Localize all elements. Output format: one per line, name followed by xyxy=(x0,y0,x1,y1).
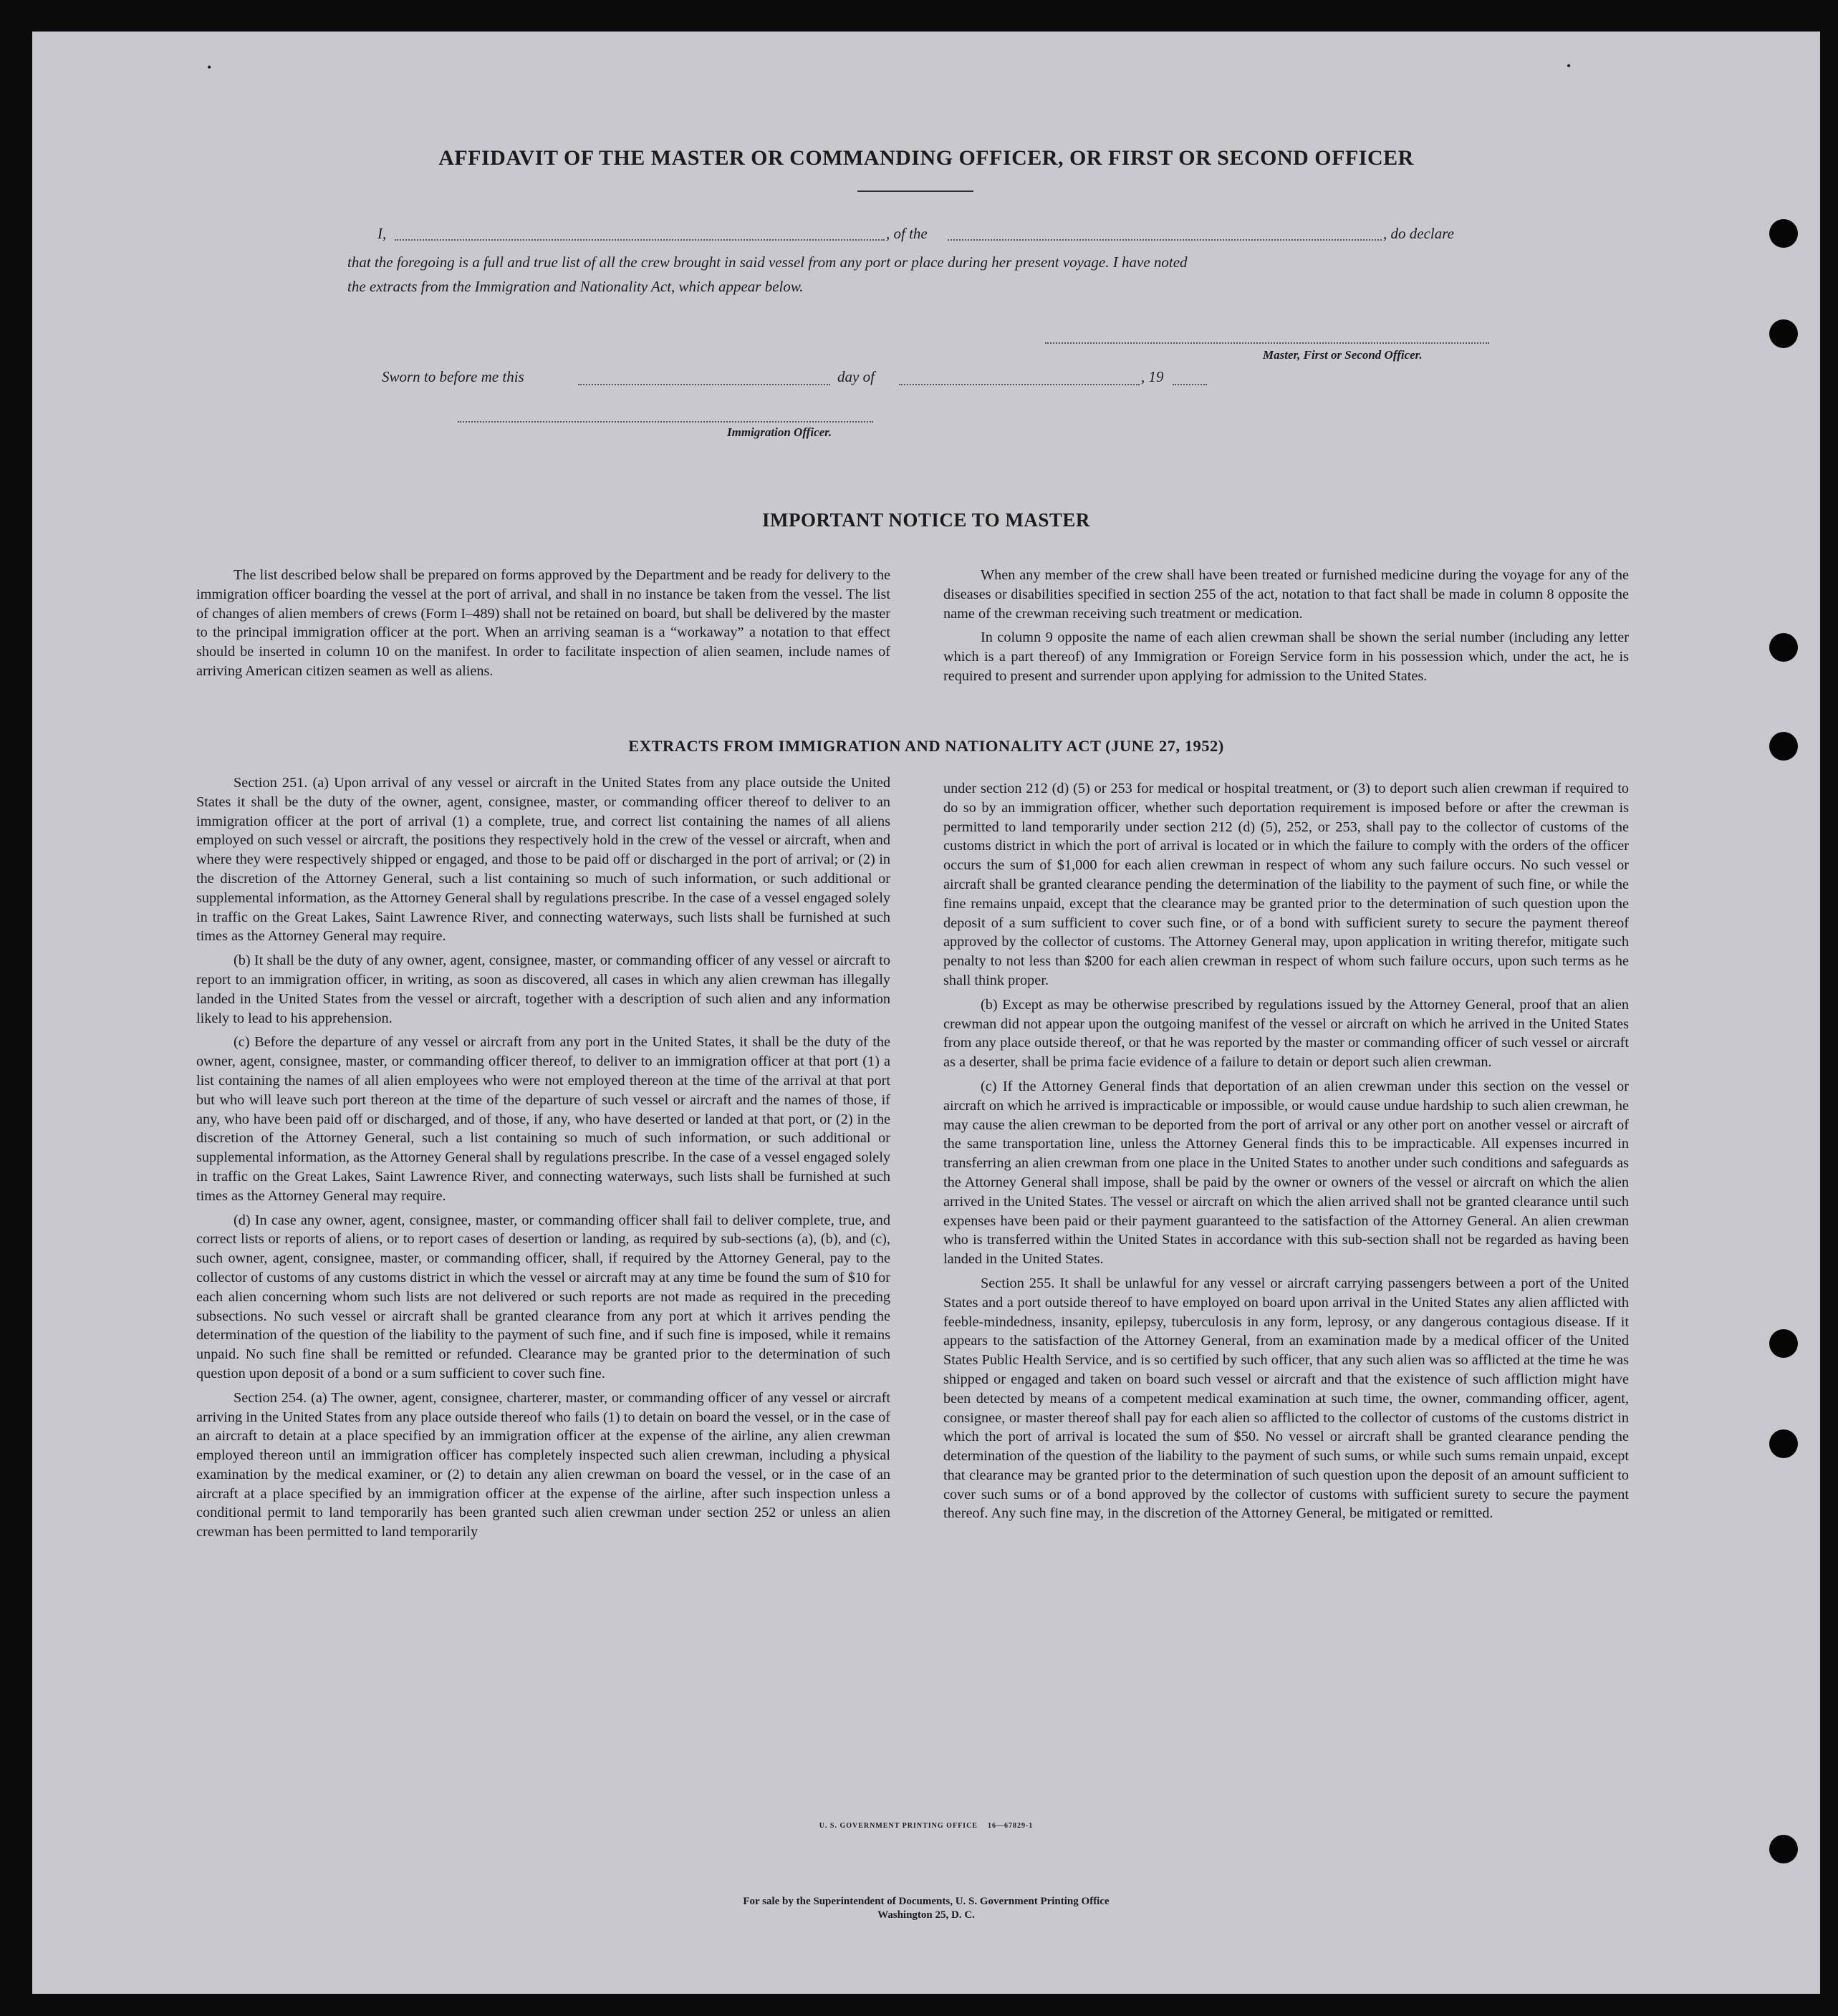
printing-office-line: U. S. GOVERNMENT PRINTING OFFICE 16—67829-1 xyxy=(819,1822,1034,1830)
notice-right-paragraph-2: In column 9 opposite the name of each alien crewman shall be shown the serial number (including any letter which is a part thereof) of any Immigration or Foreign Service form in his possession which, under the act, he is required to present and surrender upon applying for admission to the United States. xyxy=(943,630,1629,684)
affidavit-line2: that the foregoing is a full and true list of all the crew brought in said vessel from any port or place during her present voyage. I have noted xyxy=(347,254,1188,271)
day-of-label: day of xyxy=(837,368,875,385)
affidavit-line3: the extracts from the Immigration and Nationality Act, which appear below. xyxy=(347,278,804,295)
affidavit-declare-label: , do declare xyxy=(1383,225,1454,242)
affidavit-of-the-label: , of the xyxy=(886,225,928,242)
immigration-officer-blank xyxy=(458,421,873,423)
notice-right-column xyxy=(943,566,1629,691)
affidavit-title: AFFIDAVIT OF THE MASTER OR COMMANDING OFFICER, OR FIRST OR SECOND OFFICER xyxy=(438,146,1414,170)
title-rule xyxy=(857,190,973,192)
affidavit-i-label: I, xyxy=(377,225,387,242)
sale-notice-line-1: For sale by the Superintendent of Documents, U. S. Government Printing Office xyxy=(743,1896,1110,1907)
name-blank xyxy=(395,239,885,241)
extract-section-251b: (b) It shall be the duty of any owner, agent, consignee, master, or commanding officer of any vessel or aircraft to report to an immigration officer, in writing, as soon as discovered, all cases in which any alien crewman has illegally landed in the United States from the vessel or aircraft, together with a description of such alien and any information likely to lead to his apprehension. xyxy=(196,952,890,1026)
extract-section-254a-continued: under section 212 (d) (5) or 253 for medical or hospital treatment, or (3) to deport such alien crewman if required to do so by an immigration officer, whether such deportation requirement is imposed before or after the crewman is permitted to land temporarily under section 212 (d) (5), 252, or 253, shall pay to the collector of customs of the customs district in which the port of arrival is located or in which the failure to comply with the orders of the officer occurs the sum of $1,000 for each alien crewman in respect of whom any such failure occurs. No such vessel or aircraft shall be granted clearance pending the determination of the liability to the payment of such fine, or while the fine remains unpaid, except that the clearance may be granted prior to the determination of such question upon the deposit of a sum sufficient to cover such fine, or of a bond with sufficient surety to secure the payment thereof approved by the collector of customs. The Attorney General may, upon application in writing therefor, mitigate such penalty to not less than $200 for each alien crewman in respect of whom such failure occurs, upon such terms as he shall think proper. xyxy=(943,781,1629,988)
scan-speck: • xyxy=(1567,59,1572,73)
binder-hole xyxy=(1769,633,1798,662)
year-blank xyxy=(1173,384,1207,385)
notice-title: IMPORTANT NOTICE TO MASTER xyxy=(762,509,1090,531)
scan-speck: • xyxy=(207,60,212,74)
sworn-month-blank xyxy=(899,384,1140,385)
sale-notice-line-2: Washington 25, D. C. xyxy=(877,1909,975,1921)
extracts-left-column xyxy=(196,773,890,1547)
year-label: , 19 xyxy=(1141,368,1164,385)
extract-section-251a: Section 251. (a) Upon arrival of any vessel or aircraft in the United States from any place outside the United States it shall be the duty of the owner, agent, consignee, master, or commanding officer thereof to deliver to an immigration officer at the port of arrival (1) a complete, true, and correct list containing the names of all aliens employed on such vessel or aircraft, the positions they respectively hold in the crew of the vessel or aircraft, when and where they were respectively shipped or engaged, and those to be paid off or discharged in the port of arrival; or (2) in the discretion of the Attorney General, such a list containing so much of such information, or such additional or supplemental information, as the Attorney General shall by regulations prescribe. In the case of a vessel engaged solely in traffic on the Great Lakes, Saint Lawrence River, and connecting waterways, such lists shall be furnished at such times as the Attorney General may require. xyxy=(196,775,890,945)
extract-section-254a: Section 254. (a) The owner, agent, consignee, charterer, master, or commanding officer of any vessel or aircraft arriving in the United States from any place outside thereof who fails (1) to detain on board the vessel, or in the case of an aircraft to detain at a place specified by an immigration officer at the expense of the airline, any alien crewman employed thereon until an immigration officer has completely inspected such alien crewman, including a physical examination by the medical examiner, or (2) to detain any alien crewman on board the vessel, or in the case of an aircraft at a place specified by an immigration officer at the expense of the airline, after such inspection unless a conditional permit to land temporarily has been granted such alien crewman under section 252 or unless an alien crewman has been permitted to land temporarily xyxy=(196,1389,890,1540)
extract-section-251d: (d) In case any owner, agent, consignee, master, or commanding officer shall fail to deliver complete, true, and correct lists or reports of aliens, or to report cases of desertion or landing, as required by sub-sections (a), (b), and (c), such owner, agent, consignee, master, or commanding officer, shall, if required by the Attorney General, pay to the collector of customs of any customs district in which the vessel or aircraft may at any time be found the sum of $10 for each alien concerning whom such lists are not delivered or such reports are not made as required in the preceding subsections. No such vessel or aircraft shall be granted clearance from any port at which it arrives pending the determination of the question of the liability to the payment of such fine, and if such fine is imposed, while it remains unpaid. No such fine shall be remitted or refunded. Clearance may be granted prior to the determination of such question upon deposit of a bond or a sum sufficient to cover such fine. xyxy=(196,1212,890,1381)
binder-hole xyxy=(1769,1429,1798,1458)
binder-hole xyxy=(1769,319,1798,348)
sworn-day-blank xyxy=(578,384,830,385)
immigration-officer-label: Immigration Officer. xyxy=(727,425,832,439)
master-signature-blank xyxy=(1045,342,1489,344)
notice-left-paragraph: The list described below shall be prepared on forms approved by the Department and be ready for delivery to the immigration officer boarding the vessel at the port of arrival, and shall in no instance be taken from the vessel. The list of changes of alien members of crews (Form I–489) shall not be retained on board, but shall be delivered by the master to the principal immigration officer at the port. When an arriving seaman is a “workaway” a notation to that effect should be inserted in column 10 on the manifest. In order to facilitate inspection of alien seamen, include names of arriving American citizen seamen as well as aliens. xyxy=(196,567,890,679)
vessel-blank xyxy=(948,239,1382,241)
extract-section-255: Section 255. It shall be unlawful for any vessel or aircraft carrying passengers between a port of the United States and a port outside thereof to have employed on board upon arrival in the United States any alien afflicted with feeble-mindedness, insanity, epilepsy, tuberculosis in any form, leprosy, or any dangerous contagious disease. If it appears to the satisfaction of the Attorney General, from an examination made by a medical officer of the United States Public Health Service, and is so certified by such officer, that any such alien was so afflicted at the time he was shipped or engaged and taken on board such vessel or aircraft and that the existence of such affliction might have been detected by means of a competent medical examination at such time, the owner, commanding officer, agent, consignee, or master thereof shall pay for each alien so afflicted to the collector of customs of the customs district in which the port of arrival is located the sum of $50. No vessel or aircraft shall be granted clearance pending the determination of the question of the liability to the payment of such sums, or while such sums remain unpaid, except that clearance may be granted prior to the determination of such question upon the deposit of an amount sufficient to cover such sums or of a bond approved by the collector of customs with sufficient surety to secure the payment thereof. Any such fine may, in the discretion of the Attorney General, be mitigated or remitted. xyxy=(943,1275,1629,1522)
binder-hole xyxy=(1769,1329,1798,1358)
notice-left-column xyxy=(196,566,890,686)
sworn-line xyxy=(32,368,1820,397)
extract-section-254c: (c) If the Attorney General finds that deportation of an alien crewman under this section on the vessel or aircraft on which he arrived is impracticable or impossible, or would cause undue hardship to such alien crewman, he may cause the alien crewman to be deported from the port of arrival or any other port on another vessel or aircraft of the same transportation line, unless the Attorney General finds this to be impracticable. All expenses incurred in transferring an alien crewman from one place in the United States to another under such conditions and safeguards as the Attorney General shall impose, shall be paid by the owner or owners of the vessel or aircraft on which the alien arrived in the United States. The vessel or aircraft on which the alien arrived shall not be granted clearance until such expenses have been paid or their payment guaranteed to the satisfaction of the Attorney General. An alien crewman who is transferred within the United States in accordance with this sub-section shall not be regarded as having been landed in the United States. xyxy=(943,1078,1629,1268)
extracts-title: EXTRACTS FROM IMMIGRATION AND NATIONALITY ACT (JUNE 27, 1952) xyxy=(628,737,1224,755)
extract-section-254b: (b) Except as may be otherwise prescribed by regulations issued by the Attorney General, proof that an alien crewman did not appear upon the outgoing manifest of the vessel or aircraft on which he arrived in the United States from any place outside thereof, or that he was reported by the master or commanding officer of such vessel or aircraft as a deserter, shall be prima facie evidence of a failure to detain or deport such alien crewman. xyxy=(943,996,1629,1071)
extract-section-251c: (c) Before the departure of any vessel or aircraft from any port in the United States, it shall be the duty of the owner, agent, consignee, master, or commanding officer thereof, to deliver to an immigration officer at that port (1) a list containing the names of all alien employees who were not employed thereon at the time of the arrival at that port but who will leave such port thereon at the time of the departure of such vessel or aircraft and the names of those, if any, who have been paid off or discharged, and of those, if any, who have deserted or landed at that port, or (2) in the discretion of the Attorney General, such a list containing so much of such information, or such additional or supplemental information, as the Attorney General shall by regulations prescribe. In the case of a vessel engaged solely in traffic on the Great Lakes, Saint Lawrence River, and connecting waterways, such lists shall be furnished at such times as the Attorney General may require. xyxy=(196,1034,890,1204)
binder-hole xyxy=(1769,1835,1798,1863)
affidavit-line1 xyxy=(32,225,1820,254)
extracts-right-column xyxy=(943,779,1629,1528)
sworn-label: Sworn to before me this xyxy=(382,368,524,385)
notice-right-paragraph-1: When any member of the crew shall have been treated or furnished medicine during the voyage for any of the diseases or disabilities specified in section 255 of the act, notation to that fact shall be made in column 8 opposite the name of the crewman receiving such treatment or medication. xyxy=(943,567,1629,622)
master-signature-label: Master, First or Second Officer. xyxy=(1263,348,1423,362)
document-sheet xyxy=(32,32,1820,1994)
